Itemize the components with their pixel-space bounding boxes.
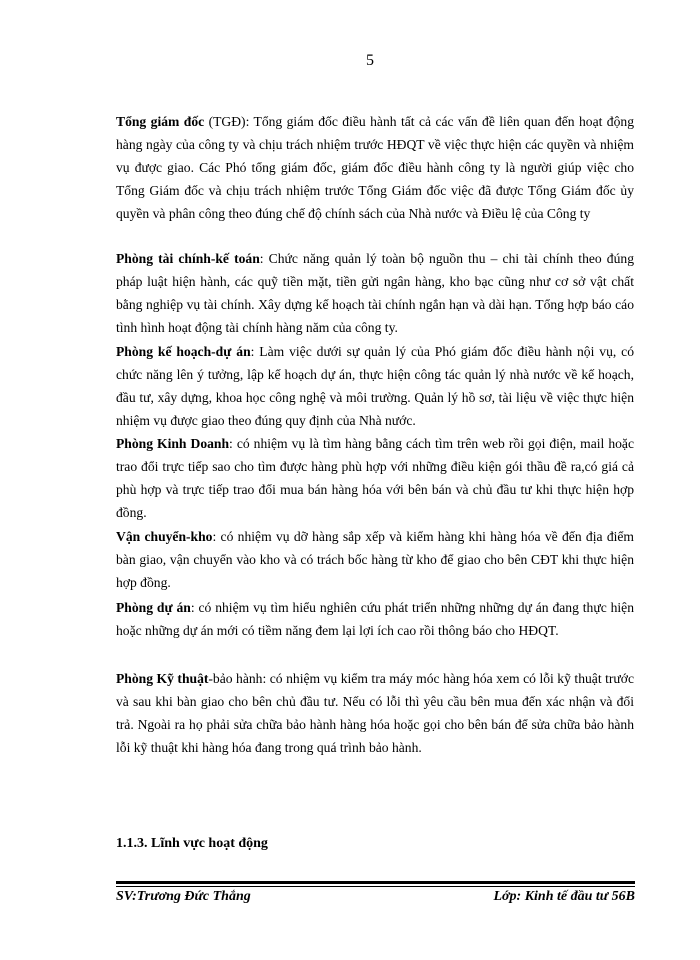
paragraph-text: : có nhiệm vụ là tìm hàng bằng cách tìm trên web rồi gọi điện, mail hoặc trao đổi trực tiếp sao cho tìm được hàng phù hợp với những điều kiện gói thầu đề ra,có giá cả phù hợp và trực tiếp trao đổi mua bán hàng hóa với bên bán và chủ đầu tư khi thực hiện hợp đồng. [116,436,634,520]
paragraph-text: : có nhiệm vụ dỡ hàng sắp xếp và kiểm hàng khi hàng hóa về đến địa điểm bàn giao, vận chuyển vào kho và có trách bốc hàng từ kho để giao cho bên CĐT khi thực hiện hợp đồng. [116,529,634,590]
paragraph-logistics [116,525,634,594]
footer-student: SV:Trương Đức Thắng [116,889,251,904]
paragraph-term: Phòng dự án [116,600,191,615]
paragraph-term: Tổng giám đốc [116,114,205,129]
paragraph-text: : Làm việc dưới sự quản lý của Phó giám đốc điều hành nội vụ, có chức năng lên ý tưởng, lập kế hoạch dự án, thực hiện công tác quản lý nhà nước về kế hoạch, đầu tư, xây dựng, khoa học công nghệ và môi trường. Quản lý hồ sơ, tài liệu về việc thực hiện nhiệm vụ được giao theo đúng quy định của Nhà nước. [116,344,634,428]
paragraph-term: Phòng kế hoạch-dự án [116,344,251,359]
paragraph-text: (TGĐ): Tổng giám đốc điều hành tất cả các vấn đề liên quan đến hoạt động hàng ngày của công ty và chịu trách nhiệm trước HĐQT về việc thực hiện các quyền và nhiệm vụ được giao. Các Phó tổng giám đốc, giám đốc điều hành công ty là người giúp việc cho Tổng Giám đốc và chịu trách nhiệm trước Tổng Giám đốc việc đã được Tổng Giám đốc ủy quyền và phân công theo đúng chế độ chính sách của Nhà nước và Điều lệ của Công ty [116,114,634,221]
paragraph-term: Phòng tài chính-kế toán [116,251,260,266]
paragraph-text: -bảo hành: có nhiệm vụ kiểm tra máy móc hàng hóa xem có lỗi kỹ thuật trước và sau khi bàn giao cho bên chủ đầu tư. Nếu có lỗi thì yêu cầu bên mua đến xác nhận và đổi trả. Ngoài ra họ phải sửa chữa bảo hành hàng hóa hoặc gọi cho bên bán để sửa chữa bảo hành lỗi kỹ thuật khi hàng hóa đang trong quá trình bảo hành. [116,671,635,755]
paragraph-text: : có nhiệm vụ tìm hiểu nghiên cứu phát triển những những dự án đang thực hiện hoặc những dự án mới có tiềm năng đem lại lợi ích cao rồi thông báo cho HĐQT. [116,600,635,638]
paragraph-planning [116,340,634,432]
footer-rule-thick [116,881,635,884]
footer-class: Lớp: Kinh tế đầu tư 56B [493,889,635,904]
paragraph-term: Phòng Kinh Doanh [116,436,230,451]
paragraph-tgd [116,110,634,225]
paragraph-business [116,432,634,524]
page-number: 5 [366,52,374,69]
paragraph-term: Phòng Kỹ thuật [116,671,209,686]
paragraph-term: Vận chuyển-kho [116,529,213,544]
section-heading: 1.1.3. Lĩnh vực hoạt động [116,836,268,851]
paragraph-text: : Chức năng quản lý toàn bộ nguồn thu – chi tài chính theo đúng pháp luật hiện hành, các quỹ tiền mặt, tiền gửi ngân hàng, kho bạc cũng như cơ sở vật chất bằng nghiệp vụ tài chính. Xây dựng kế hoạch tài chính ngắn hạn và dài hạn. Tổng hợp báo cáo tình hình hoạt động tài chính hàng năm của công ty. [116,251,634,335]
paragraph-technical [116,667,634,759]
paragraph-projects [116,596,634,642]
paragraph-finance [116,247,634,339]
footer-rule-thin [116,886,635,887]
